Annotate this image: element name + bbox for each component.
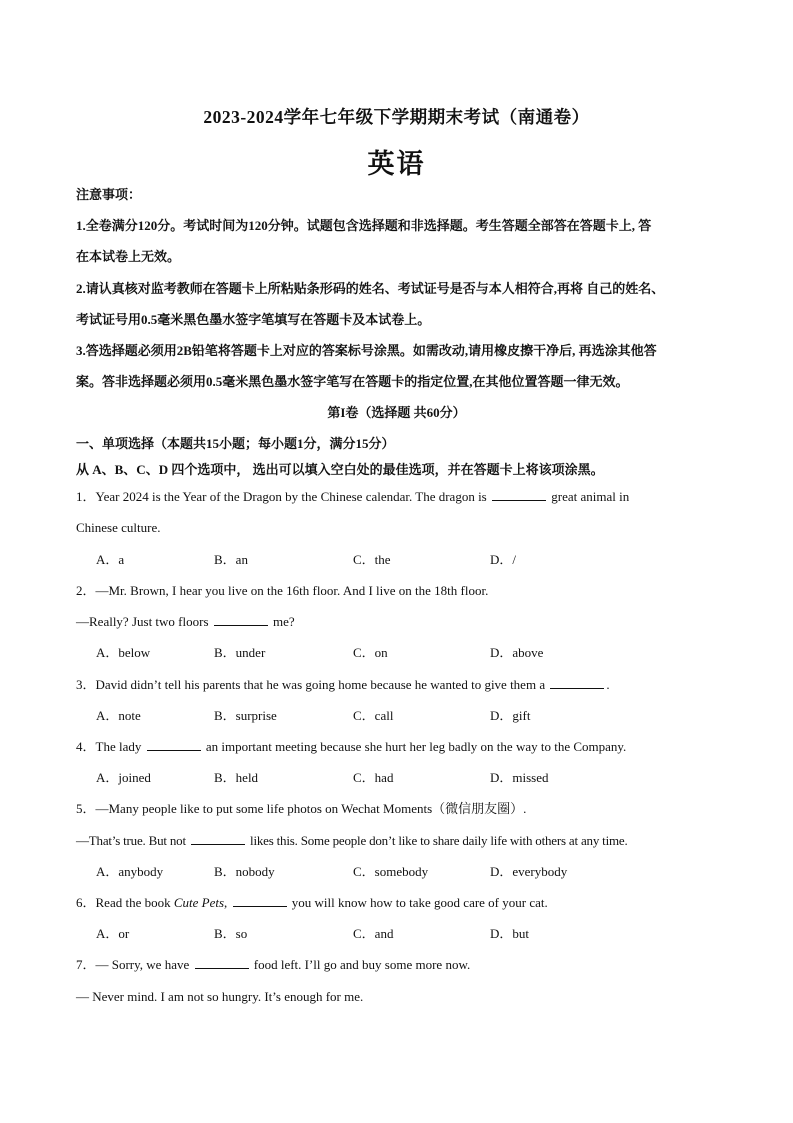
subject-title: 英语 [367,149,426,179]
question-2-text-post: me? [273,614,295,629]
option-c: C．call [353,708,394,723]
section-instruction: 从 A、B、C、D 四个选项中， 选出可以填入空白处的最佳选项，并在答题卡上将该项涂黑。 [76,462,604,477]
answer-blank [214,614,268,626]
question-5-text-pre: —That’s true. But not [76,833,186,848]
question-2-options [96,645,696,661]
question-1-text-post: great animal in [551,489,630,504]
option-d: D．gift [490,708,531,723]
question-7-text-pre: 7．— Sorry, we have [76,957,190,972]
question-4-options [96,770,696,786]
option-d: D．but [490,926,530,941]
question-5-line-2 [76,833,726,849]
question-1-line-1 [76,489,726,505]
question-1-text-pre: 1．Year 2024 is the Year of the Dragon by the Chinese calendar. The dragon is [76,489,487,504]
question-3-options [96,708,696,724]
question-7-line-2: — Never mind. I am not so hungry. It’s enough for me. [76,989,364,1004]
option-b: B．held [214,770,259,785]
answer-blank [191,833,245,845]
option-c: C．on [353,645,388,660]
question-5-line-1: 5．—Many people like to put some life photos on Wechat Moments（微信朋友圈）. [76,801,527,816]
question-4-text-pre: 4．The lady [76,739,142,754]
option-a: A．below [96,645,151,660]
answer-blank [492,489,546,501]
option-d: D．everybody [490,864,568,879]
notice-item-3-line-2: 案。答非选择题必须用0.5毫米黑色墨水签字笔写在答题卡的指定位置,在其他位置答题一律无效。 [76,374,629,389]
notice-item-1-line-2: 在本试卷上无效。 [76,249,181,264]
question-2-line-2 [76,614,726,630]
option-d: D．missed [490,770,549,785]
option-c: C．and [353,926,394,941]
option-b: B．nobody [214,864,275,879]
question-3-text-post: . [606,677,610,692]
option-a: A．note [96,708,141,723]
question-4-text-post: an important meeting because she hurt her leg badly on the way to the Company. [205,739,627,754]
question-6-comma: , [224,895,228,910]
question-5-options [96,864,696,880]
question-6-text-pre: 6．Read the book [76,895,171,910]
question-2-line-1: 2．—Mr. Brown, I hear you live on the 16th floor. And I live on the 18th floor. [76,583,489,598]
answer-blank [233,895,287,907]
option-c: C．somebody [353,864,429,879]
option-b: B．under [214,645,266,660]
question-1-options [96,552,696,568]
part-title: 第I卷（选择题 共60分） [327,405,466,420]
option-c: C．the [353,552,391,567]
answer-blank [195,957,249,969]
option-a: A．joined [96,770,151,785]
question-4-line-1 [76,739,726,755]
question-7-text-post: food left. I’ll go and buy some more now. [253,957,471,972]
notice-heading: 注意事项： [76,187,142,202]
option-a: A．a [96,552,125,567]
option-d: D．/ [490,552,517,567]
question-3-line-1 [76,677,726,693]
notice-item-3-line-1: 3.答选择题必须用2B铅笔将答题卡上对应的答案标号涂黑。如需改动,请用橡皮擦干净后, 再选涂其他答 [76,343,657,358]
answer-blank [147,739,201,751]
option-b: B．so [214,926,248,941]
question-3-text-pre: 3．David didn’t tell his parents that he was going home because he wanted to give them a [76,677,546,692]
answer-blank [550,677,604,689]
option-a: A．or [96,926,130,941]
question-2-text-pre: —Really? Just two floors [76,614,209,629]
question-6-line-1 [76,895,726,911]
option-b: B．surprise [214,708,277,723]
question-5-text-post: likes this. Some people don’t like to share daily life with others at any time. [250,833,628,848]
question-7-line-1 [76,957,726,973]
notice-item-2-line-2: 考试证号用0.5毫米黑色墨水签字笔填写在答题卡及本试卷上。 [76,312,431,327]
question-6-options [96,926,696,942]
section-heading: 一、单项选择（本题共15小题；每小题1分，满分15分） [76,436,395,451]
book-title: Cute Pets [173,895,225,910]
option-b: B．an [214,552,248,567]
notice-item-2-line-1: 2.请认真核对监考教师在答题卡上所粘贴条形码的姓名、考试证号是否与本人相符合,再将 自己的姓名、 [76,281,665,296]
notice-item-1-line-1: 1.全卷满分120分。考试时间为120分钟。试题包含选择题和非选择题。考生答题全部答在答题卡上, 答 [76,218,652,233]
option-c: C．had [353,770,394,785]
question-1-line-2: Chinese culture. [76,520,161,535]
question-6-text-post: you will know how to take good care of your cat. [291,895,548,910]
exam-title: 2023-2024学年七年级下学期期末考试（南通卷） [203,107,590,127]
option-a: A．anybody [96,864,164,879]
option-d: D．above [490,645,544,660]
